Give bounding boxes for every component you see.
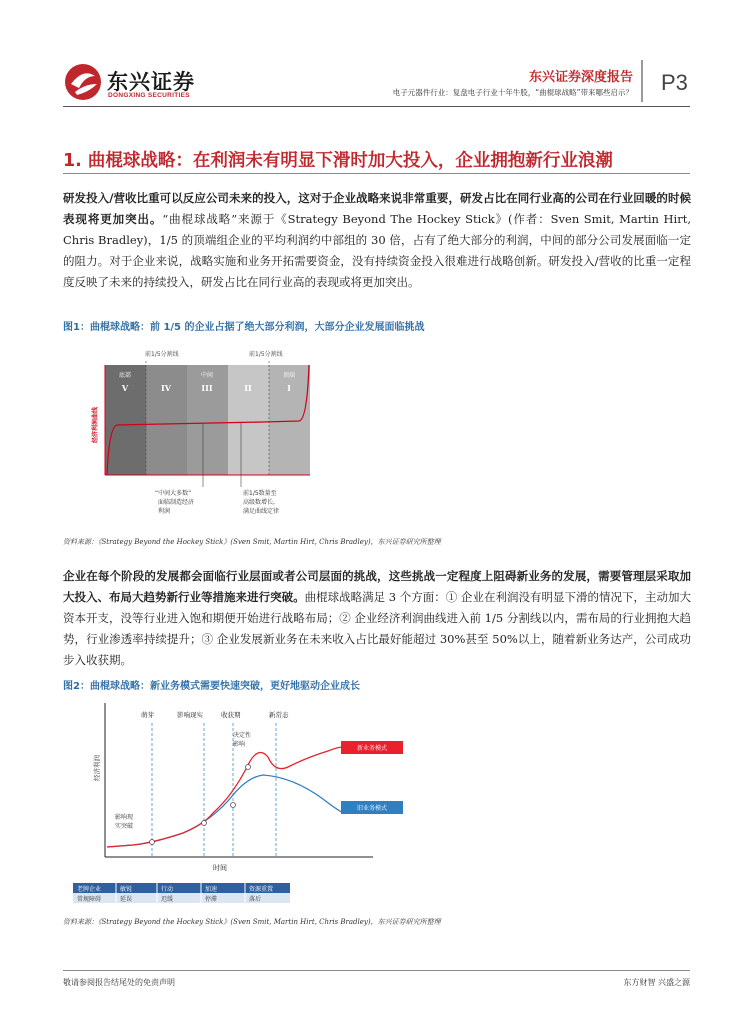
- fig1-zone-3-roman: III: [201, 383, 213, 393]
- fig1-note-left-1: “中间大多数”: [155, 490, 192, 497]
- fig2-x-label: 时间: [213, 864, 227, 872]
- fig1-zone-3-name: 中间: [200, 372, 214, 379]
- fig2-new-model-curve: [107, 747, 343, 847]
- fig1-zone-5-name: 底部: [118, 372, 132, 379]
- figure-2-source: 资料来源：《Strategy Beyond the Hockey Stick》(Sven Smit, Martin Hirt, Chris Bradley)，东兴证券研究所整理: [63, 918, 441, 926]
- fig1-zone-2: [228, 365, 269, 475]
- fig1-zone-4: [146, 365, 187, 475]
- fig1-note-left-3: 利润: [158, 508, 171, 515]
- footer-disclaimer: 敬请参阅报告结尾处的免责声明: [63, 978, 175, 987]
- report-title: 东兴证券深度报告: [528, 70, 633, 85]
- fig2-point-1: [150, 840, 155, 845]
- fig2-legend-old: 旧业务模式: [356, 805, 388, 812]
- fig1-note-right-1: 前1/5数量至: [243, 490, 277, 497]
- paragraph-2-text: 曲棍球战略满足 3 个方面：① 企业在利润没有明显下滑的情况下，主动加大资本开支，没等行业进入饱和期便开始进行战略布局；② 企业经济利润曲线进入前 1/5 分割线以内，需布局的行业拥抱大趋势，行业渗透率持续提升；③ 企业发展新业务在未来收入占比最好能超过 30%甚至 50%以上，随着新业务达产，公司成功步入收获期。: [63, 590, 692, 667]
- fig2-phase-label-4: 新常态: [269, 711, 289, 719]
- fig1-top-right-label: 前1/5分割线: [249, 351, 283, 358]
- fig2-table-cell-4: 停滞: [205, 896, 218, 903]
- fig1-note-right-2: 高级数增长,: [243, 499, 275, 506]
- paragraph-1: [63, 188, 691, 293]
- fig1-zone-4-roman: IV: [161, 383, 171, 393]
- paragraph-2: [63, 566, 691, 671]
- fig2-table-cell-1: 常规障碍: [77, 896, 102, 903]
- fig2-phase-label-1: 萌芽: [141, 711, 154, 719]
- logo-mark-icon: [63, 62, 103, 102]
- paragraph-1-text: “曲棍球战略”来源于《Strategy Beyond The Hockey Stick》(作者：Sven Smit, Martin Hirt, Chris Bradley)，1/5 的顶端组企业的平均利润约中部组的 30 倍，占有了绝大部分的利润，中间的部分公司发展面临一定的阻力。对于企业来说，战略实施和业务开拓需要资金，没有持续资金投入很难进行战略创新。研发投入/营收的比重一定程度反映了未来的持续投入，研发占比在同行业高的表现或将更加突出。: [63, 212, 691, 289]
- paragraph-2-bold: 企业在每个阶段的发展都会面临行业层面或者公司层面的挑战，这些挑战一定程度上阻碍新业务的发展，需要管理层采取加大投入、布局大趋势新行业等措施来进行突破。: [63, 569, 691, 604]
- fig2-annotation-left-2: 实突破: [115, 823, 134, 830]
- header-divider: [641, 60, 643, 102]
- fig2-annotation-left-1: 影响现: [115, 814, 134, 821]
- fig1-zone-3: [187, 365, 228, 475]
- section-heading: 1. 曲棍球战略：在利润未有明显下滑时加大投入，企业拥抱新行业浪潮: [63, 151, 613, 171]
- fig2-point-3: [231, 803, 236, 808]
- fig2-annotation-mid-2: 影响: [233, 741, 246, 748]
- fig1-zone-1-name: 顶端: [282, 372, 296, 379]
- fig2-annotation-mid-1: 决定性: [233, 732, 252, 739]
- figure-1-source: 资料来源：《Strategy Beyond the Hockey Stick》(Sven Smit, Martin Hirt, Chris Bradley)，东兴证券研究所整理: [63, 538, 441, 546]
- fig1-zone-2-roman: II: [244, 383, 252, 393]
- figure-1-chart: [63, 335, 363, 530]
- fig2-legend-new: 新业务模式: [356, 745, 388, 752]
- paragraph-1-bold: 研发投入/营收比重可以反应公司未来的投入，这对于企业战略来说非常重要，研发占比在同行业高的公司在行业回暖的时候表现将更加突出。: [63, 191, 691, 226]
- fig2-table-cell-5: 落后: [249, 896, 262, 903]
- company-logo: [63, 62, 213, 106]
- fig1-zone-1-roman: I: [287, 383, 291, 393]
- fig2-table-cell-2: 延误: [120, 896, 133, 903]
- logo-english: DONGXING SECURITIES: [108, 92, 190, 99]
- figure-2-caption: 图2：曲棍球战略：新业务模式需要快速突破，更好地驱动企业成长: [63, 681, 360, 692]
- fig1-zone-5-roman: V: [121, 383, 129, 393]
- footer-rule: [63, 970, 690, 971]
- fig1-note-left-2: 面临制造经济: [158, 499, 195, 506]
- page-number: P3: [661, 70, 688, 95]
- figure-2-chart: [63, 695, 423, 907]
- fig2-old-model-curve: [107, 775, 343, 847]
- fig1-zone-5: [105, 365, 146, 475]
- fig2-table-header-2: 敏锐: [120, 886, 133, 893]
- fig2-phase-label-3: 收获期: [221, 711, 241, 719]
- fig1-top-left-label: 前1/5分割线: [145, 351, 179, 358]
- fig2-table-cell-3: 迟缓: [161, 896, 174, 903]
- fig2-table-header-5: 资源重置: [249, 886, 274, 893]
- header-rule: [63, 106, 690, 107]
- fig2-y-label: 经济利润: [93, 755, 101, 781]
- fig2-table-header-1: 老牌企业: [77, 886, 102, 893]
- fig2-point-4: [246, 765, 251, 770]
- fig1-note-right-3: 满足曲线定律: [243, 508, 280, 515]
- section-rule: [63, 173, 690, 174]
- fig1-y-label: 经济利润曲线: [92, 406, 99, 443]
- fig2-table-header-3: 行动: [161, 886, 174, 893]
- fig1-zone-1: [269, 365, 310, 475]
- fig2-phase-label-2: 影响现实: [177, 711, 203, 719]
- fig2-point-2: [202, 821, 207, 826]
- report-subtitle: 电子元器件行业：复盘电子行业十年牛股，“曲棍球战略”带来哪些启示？: [392, 88, 633, 97]
- fig2-table-header-4: 加速: [205, 886, 218, 893]
- figure-1-caption: 图1：曲棍球战略：前 1/5 的企业占据了绝大部分利润，大部分企业发展面临挑战: [63, 322, 425, 333]
- footer-slogan: 东方财智 兴盛之源: [623, 978, 690, 987]
- logo-text: 东兴证券: [107, 70, 195, 94]
